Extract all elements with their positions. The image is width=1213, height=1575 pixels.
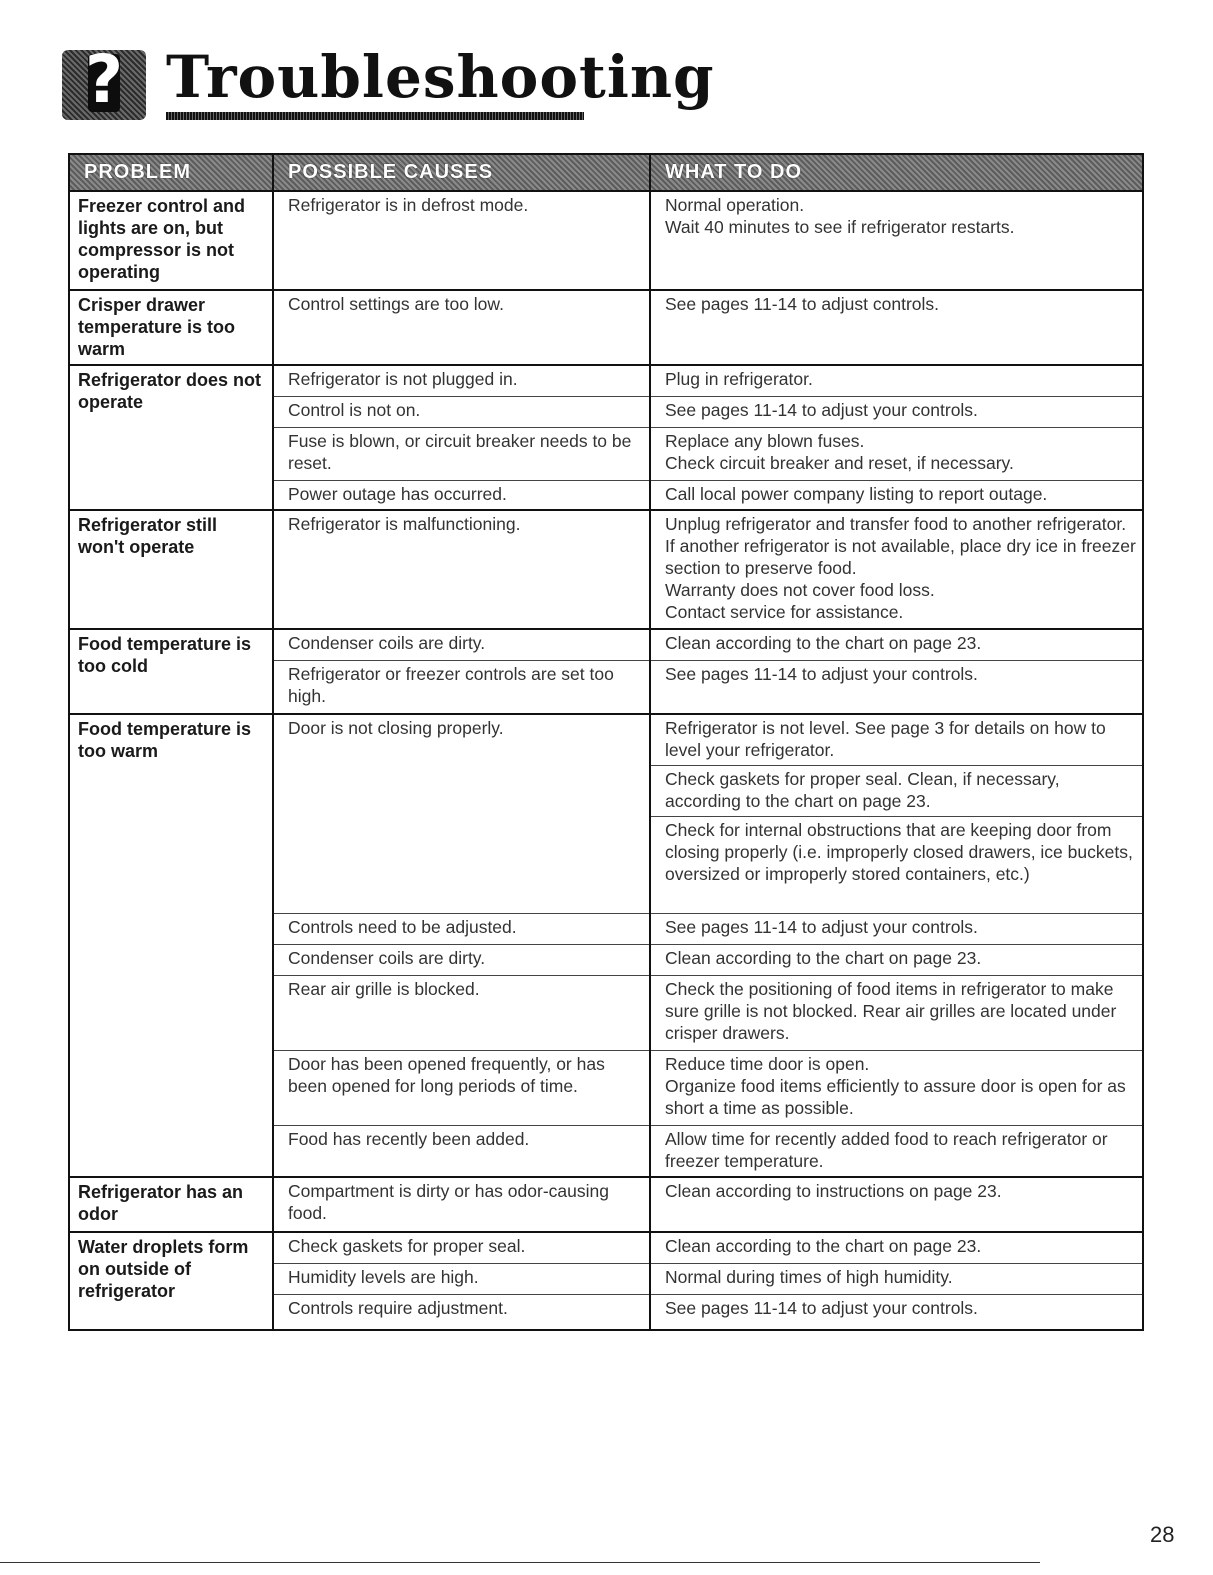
table-header-row — [69, 154, 1143, 191]
problem-cell: Refrigerator does not operate — [69, 365, 273, 510]
todo-cell: See pages 11-14 to adjust your controls. — [650, 914, 1143, 945]
cause-cell: Control settings are too low. — [273, 290, 650, 365]
todo-cell: Reduce time door is open. Organize food items efficiently to assure door is open for as short a time as possible. — [650, 1051, 1143, 1126]
cause-cell: Door is not closing properly. — [273, 714, 650, 914]
table-row — [69, 365, 1143, 397]
cause-cell: Controls require adjustment. — [273, 1295, 650, 1331]
cause-cell: Controls need to be adjusted. — [273, 914, 650, 945]
problem-cell: Water droplets form on outside of refrigerator — [69, 1232, 273, 1330]
table-row — [69, 714, 1143, 766]
problem-cell: Food temperature is too warm — [69, 714, 273, 1177]
footer-rule — [0, 1562, 1040, 1563]
question-mark-icon: ? — [62, 50, 146, 120]
cause-cell: Check gaskets for proper seal. — [273, 1232, 650, 1264]
title-underline — [166, 112, 584, 120]
todo-cell: Refrigerator is not level. See page 3 for details on how to level your refrigerator. — [650, 714, 1143, 766]
cause-cell: Control is not on. — [273, 397, 650, 428]
todo-cell: Clean according to the chart on page 23. — [650, 945, 1143, 976]
table-row — [69, 1177, 1143, 1232]
todo-cell: See pages 11-14 to adjust controls. — [650, 290, 1143, 365]
problem-cell: Crisper drawer temperature is too warm — [69, 290, 273, 365]
column-header-problem: PROBLEM — [69, 154, 273, 191]
cause-cell: Power outage has occurred. — [273, 481, 650, 511]
page-header — [62, 41, 715, 122]
todo-cell: See pages 11-14 to adjust your controls. — [650, 1295, 1143, 1331]
todo-cell: See pages 11-14 to adjust your controls. — [650, 661, 1143, 715]
cause-cell: Compartment is dirty or has odor-causing food. — [273, 1177, 650, 1232]
table-row — [69, 191, 1143, 290]
table-row — [69, 290, 1143, 365]
page-title: Troubleshooting — [166, 43, 715, 111]
todo-cell: Replace any blown fuses. Check circuit breaker and reset, if necessary. — [650, 428, 1143, 481]
cause-cell: Condenser coils are dirty. — [273, 629, 650, 661]
cause-cell: Humidity levels are high. — [273, 1264, 650, 1295]
cause-cell: Refrigerator or freezer controls are set too high. — [273, 661, 650, 715]
cause-cell: Food has recently been added. — [273, 1126, 650, 1178]
todo-cell: Normal operation. Wait 40 minutes to see if refrigerator restarts. — [650, 191, 1143, 290]
todo-cell: Allow time for recently added food to reach refrigerator or freezer temperature. — [650, 1126, 1143, 1178]
page-number: 28 — [1150, 1522, 1175, 1547]
cause-cell: Door has been opened frequently, or has been opened for long periods of time. — [273, 1051, 650, 1126]
problem-cell: Refrigerator still won't operate — [69, 510, 273, 629]
cause-cell: Refrigerator is malfunctioning. — [273, 510, 650, 629]
problem-cell: Food temperature is too cold — [69, 629, 273, 714]
cause-cell: Fuse is blown, or circuit breaker needs to be reset. — [273, 428, 650, 481]
todo-cell: Normal during times of high humidity. — [650, 1264, 1143, 1295]
cause-cell: Refrigerator is in defrost mode. — [273, 191, 650, 290]
todo-cell: Check gaskets for proper seal. Clean, if necessary, according to the chart on page 23. — [650, 766, 1143, 817]
todo-cell: Call local power company listing to report outage. — [650, 481, 1143, 511]
cause-cell: Rear air grille is blocked. — [273, 976, 650, 1051]
todo-cell: Clean according to instructions on page 23. — [650, 1177, 1143, 1232]
todo-cell: See pages 11-14 to adjust your controls. — [650, 397, 1143, 428]
todo-cell: Unplug refrigerator and transfer food to another refrigerator. If another refrigerator is not available, place dry ice in freezer section to preserve food. Warranty does not cover food loss. Contact service for assistance. — [650, 510, 1143, 629]
todo-cell: Check for internal obstructions that are keeping door from closing properly (i.e. improperly closed drawers, ice buckets, oversized or improperly stored containers, etc.) — [650, 817, 1143, 914]
problem-cell: Refrigerator has an odor — [69, 1177, 273, 1232]
table-row — [69, 629, 1143, 661]
column-header-causes: POSSIBLE CAUSES — [273, 154, 650, 191]
todo-cell: Plug in refrigerator. — [650, 365, 1143, 397]
problem-cell: Freezer control and lights are on, but compressor is not operating — [69, 191, 273, 290]
table-row — [69, 510, 1143, 629]
table-row — [69, 1232, 1143, 1264]
todo-cell: Check the positioning of food items in refrigerator to make sure grille is not blocked. Rear air grilles are located under crisper drawers. — [650, 976, 1143, 1051]
todo-cell: Clean according to the chart on page 23. — [650, 1232, 1143, 1264]
cause-cell: Condenser coils are dirty. — [273, 945, 650, 976]
column-header-todo: WHAT TO DO — [650, 154, 1143, 191]
cause-cell: Refrigerator is not plugged in. — [273, 365, 650, 397]
troubleshooting-table — [68, 153, 1144, 1331]
todo-cell: Clean according to the chart on page 23. — [650, 629, 1143, 661]
